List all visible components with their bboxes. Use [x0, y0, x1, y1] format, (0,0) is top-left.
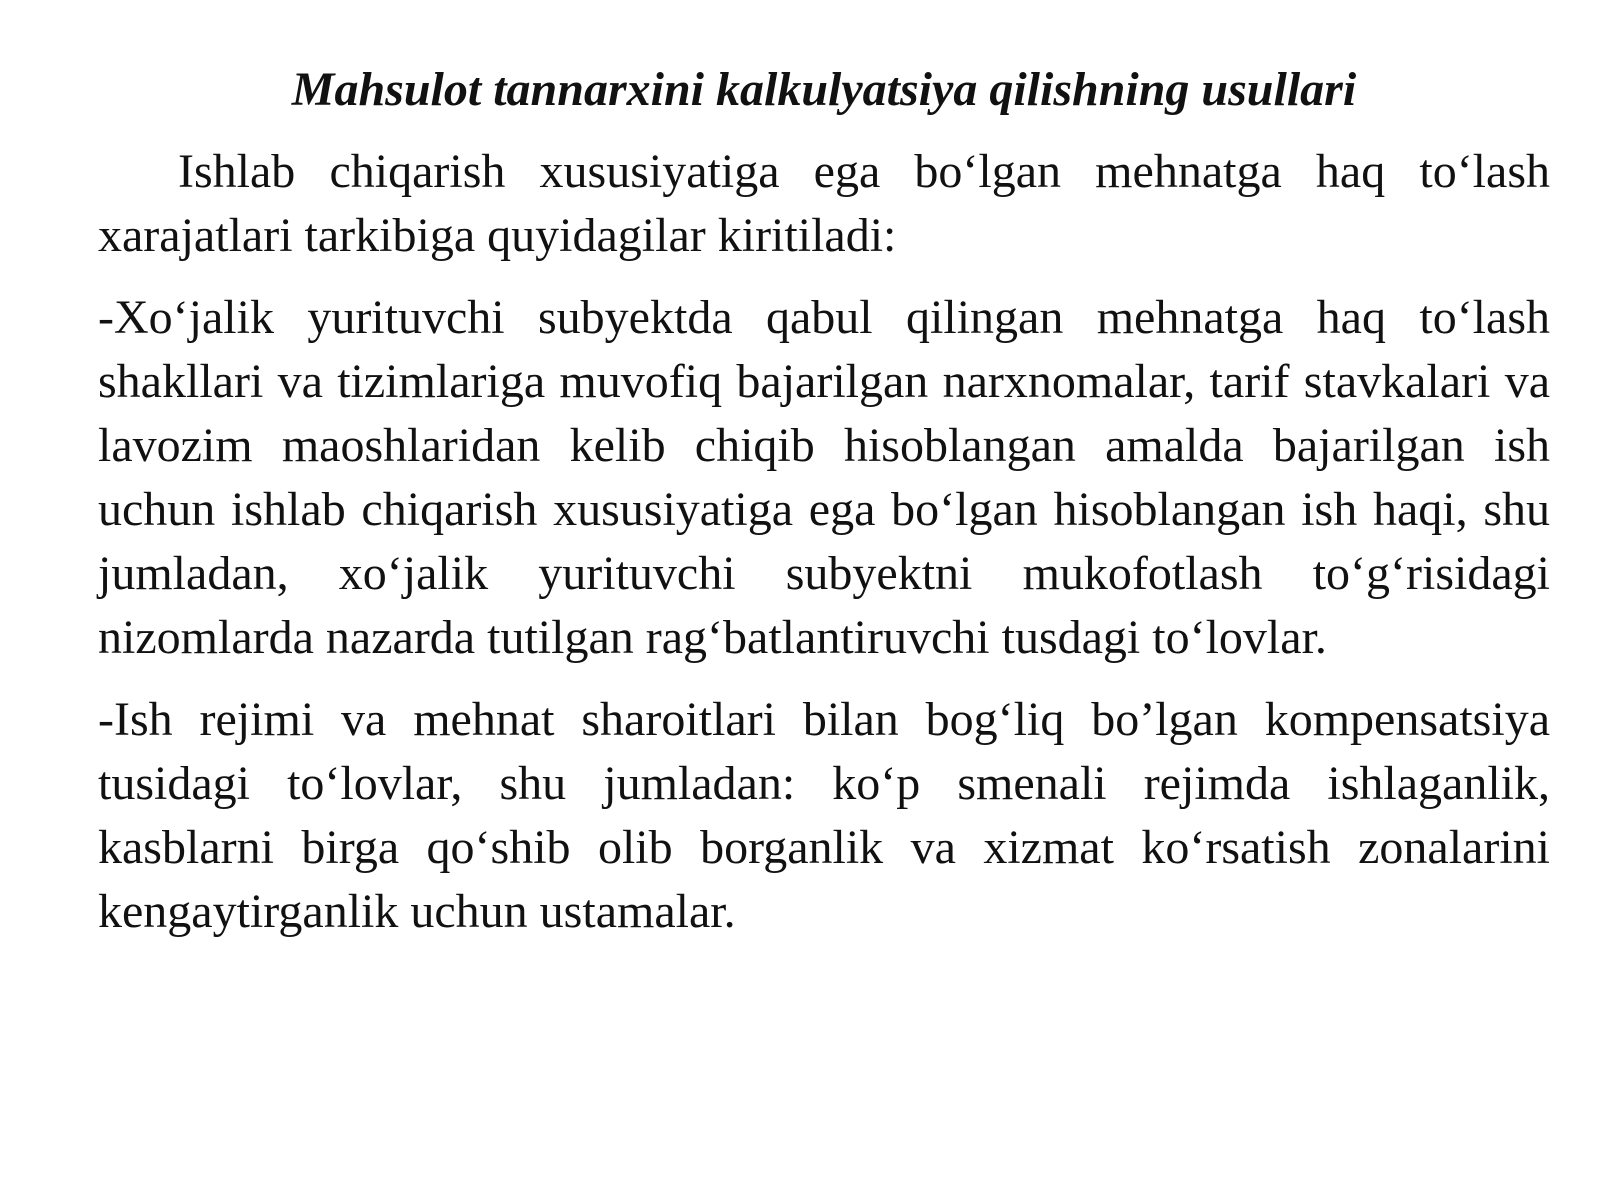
paragraph-bullet-1: -Xo‘jalik yurituvchi subyektda qabul qilingan mehnatga haq to‘lash shakllari va tizimlariga muvofiq bajarilgan narxnomalar, tarif stavkalari va lavozim maoshlaridan kelib chiqib hisoblangan amalda bajarilgan ish uchun ishlab chiqarish xususiyatiga ega bo‘lgan hisoblangan ish haqi, shu jumladan, xo‘jalik yurituvchi subyektni mukofotlash to‘g‘risidagi nizomlarda nazarda tutilgan rag‘batlantiruvchi tusdagi to‘lovlar.: [98, 291, 1550, 664]
slide-title: Mahsulot tannarxini kalkulyatsiya qilishning usullari: [291, 63, 1357, 116]
paragraph-bullet-2: -Ish rejimi va mehnat sharoitlari bilan bog‘liq bo’lgan kompensatsiya tusidagi to‘lovlar, shu jumladan: ko‘p smenali rejimda ishlaganlik, kasblarni birga qo‘shib olib borganlik va xizmat ko‘rsatish zonalarini kengaytirganlik uchun ustamalar.: [98, 693, 1550, 938]
paragraph-intro: Ishlab chiqarish xususiyatiga ega bo‘lgan mehnatga haq to‘lash xarajatlari tarkibiga quyidagilar kiritiladi:: [98, 145, 1550, 262]
slide-body: [98, 140, 1550, 962]
